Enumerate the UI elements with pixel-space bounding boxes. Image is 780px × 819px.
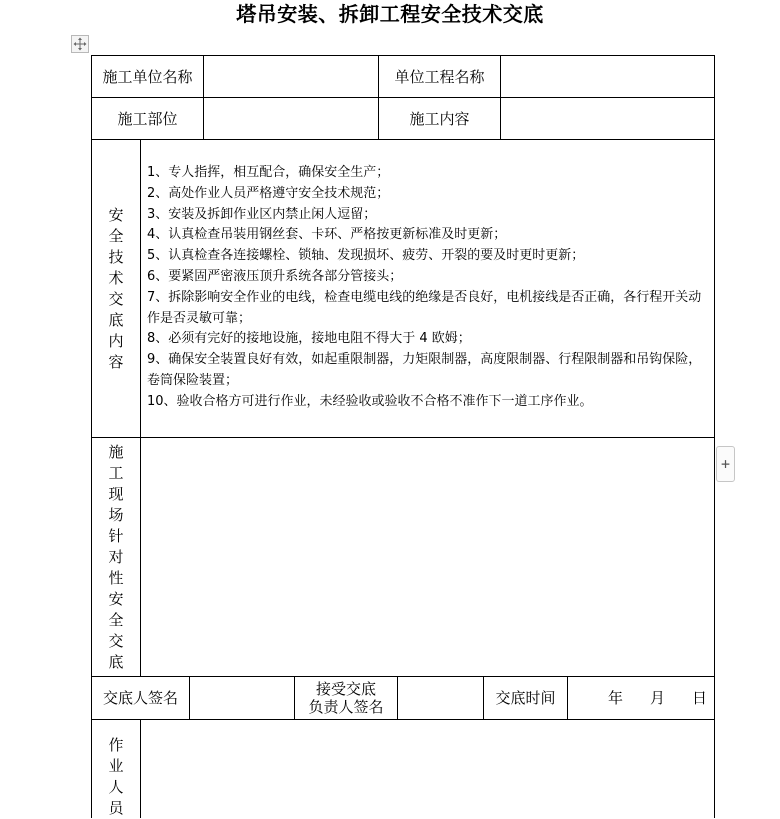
workers-label (92, 735, 140, 819)
plus-icon: + (720, 455, 731, 473)
safety-item: 8、必须有完好的接地设施，接地电阻不得大于 4 欧姆； (147, 331, 471, 347)
safety-content-label-char: 交 (108, 290, 124, 308)
safety-item: 7、拆除影响安全作业的电线，检查电缆电线的绝缘是否良好，电机接线是否正确，各行程开关动作是否灵敏可靠； (147, 289, 702, 326)
workers-label-char: 员 (108, 799, 124, 817)
workers-sign-area[interactable] (141, 720, 714, 818)
safety-content-label-char: 技 (108, 248, 124, 266)
safety-item: 10、验收合格方可进行作业，未经验收或验收不合格不准作下一道工序作业。 (147, 393, 593, 409)
receiver-sign-label (295, 677, 397, 719)
construction-unit-value[interactable] (204, 56, 378, 97)
table-move-handle[interactable] (71, 35, 89, 53)
site-safety-label-char: 底 (108, 653, 124, 671)
date-year: 年 (608, 689, 624, 707)
safety-item: 1、专人指挥，相互配合，确保安全生产； (147, 165, 390, 180)
site-safety-label-char: 安 (108, 590, 124, 608)
safety-item: 6、要紧固严密液压顶升系统各部分管接头； (147, 268, 403, 284)
safety-content-label-char: 底 (108, 311, 124, 329)
safety-item: 4、认真检查吊装用钢丝套、卡环、严格按更新标准及时更新； (147, 227, 507, 243)
safety-content-list[interactable] (147, 163, 712, 413)
construction-part-label: 施工部位 (117, 109, 178, 128)
safety-item: 3、安装及拆卸作业区内禁止闲人逗留； (147, 206, 377, 222)
site-safety-label-char: 现 (108, 485, 124, 503)
workers-label-char: 业 (108, 757, 124, 775)
site-safety-label-char: 对 (108, 548, 124, 566)
site-safety-label-char: 性 (108, 569, 124, 587)
site-safety-label-char: 工 (108, 464, 124, 482)
workers-label-char: 作 (108, 736, 124, 754)
receiver-sign-field[interactable] (398, 677, 483, 719)
receiver-sign-label-line1: 接受交底 (315, 680, 376, 698)
date-day: 日 (692, 689, 708, 707)
safety-content-label-char: 全 (108, 227, 124, 245)
construction-content-value[interactable] (501, 98, 714, 139)
safety-content-label (92, 205, 140, 373)
site-safety-label-char: 全 (108, 611, 124, 629)
site-safety-label-char: 针 (108, 527, 124, 545)
move-arrows-icon (73, 37, 87, 51)
safety-item: 2、高处作业人员严格遵守安全技术规范； (147, 185, 390, 201)
project-name-value[interactable] (501, 56, 714, 97)
briefer-sign-label: 交底人签名 (102, 689, 178, 707)
brief-time-label: 交底时间 (495, 689, 556, 707)
workers-label-char: 人 (108, 778, 124, 796)
site-safety-label (92, 442, 140, 673)
receiver-sign-label-line2: 负责人签名 (308, 698, 384, 716)
safety-content-label-char: 容 (108, 353, 124, 371)
document-title: 塔吊安装、拆卸工程安全技术交底 (236, 2, 544, 26)
brief-date-field[interactable] (608, 687, 707, 709)
briefer-sign-field[interactable] (190, 677, 294, 719)
site-safety-content[interactable] (141, 438, 714, 676)
construction-part-value[interactable] (204, 98, 378, 139)
project-name-label: 单位工程名称 (394, 67, 485, 86)
safety-item: 9、确保安全装置良好有效，如起重限制器，力矩限制器，高度限制器、行程限制器和吊钩保险，卷筒保险装置； (147, 352, 702, 388)
construction-content-label: 施工内容 (409, 109, 470, 128)
date-month: 月 (650, 689, 666, 707)
construction-unit-label: 施工单位名称 (102, 67, 193, 86)
safety-content-label-char: 术 (108, 269, 124, 287)
safety-content-label-char: 内 (108, 332, 124, 350)
safety-content-label-char: 安 (108, 206, 124, 224)
site-safety-label-char: 施 (108, 443, 124, 461)
site-safety-label-char: 交 (108, 632, 124, 650)
safety-item: 5、认真检查各连接螺栓、锁轴、发现损坏、疲劳、开裂的要及时更时更新； (147, 248, 585, 264)
site-safety-label-char: 场 (108, 506, 124, 524)
add-column-button[interactable] (716, 446, 735, 482)
